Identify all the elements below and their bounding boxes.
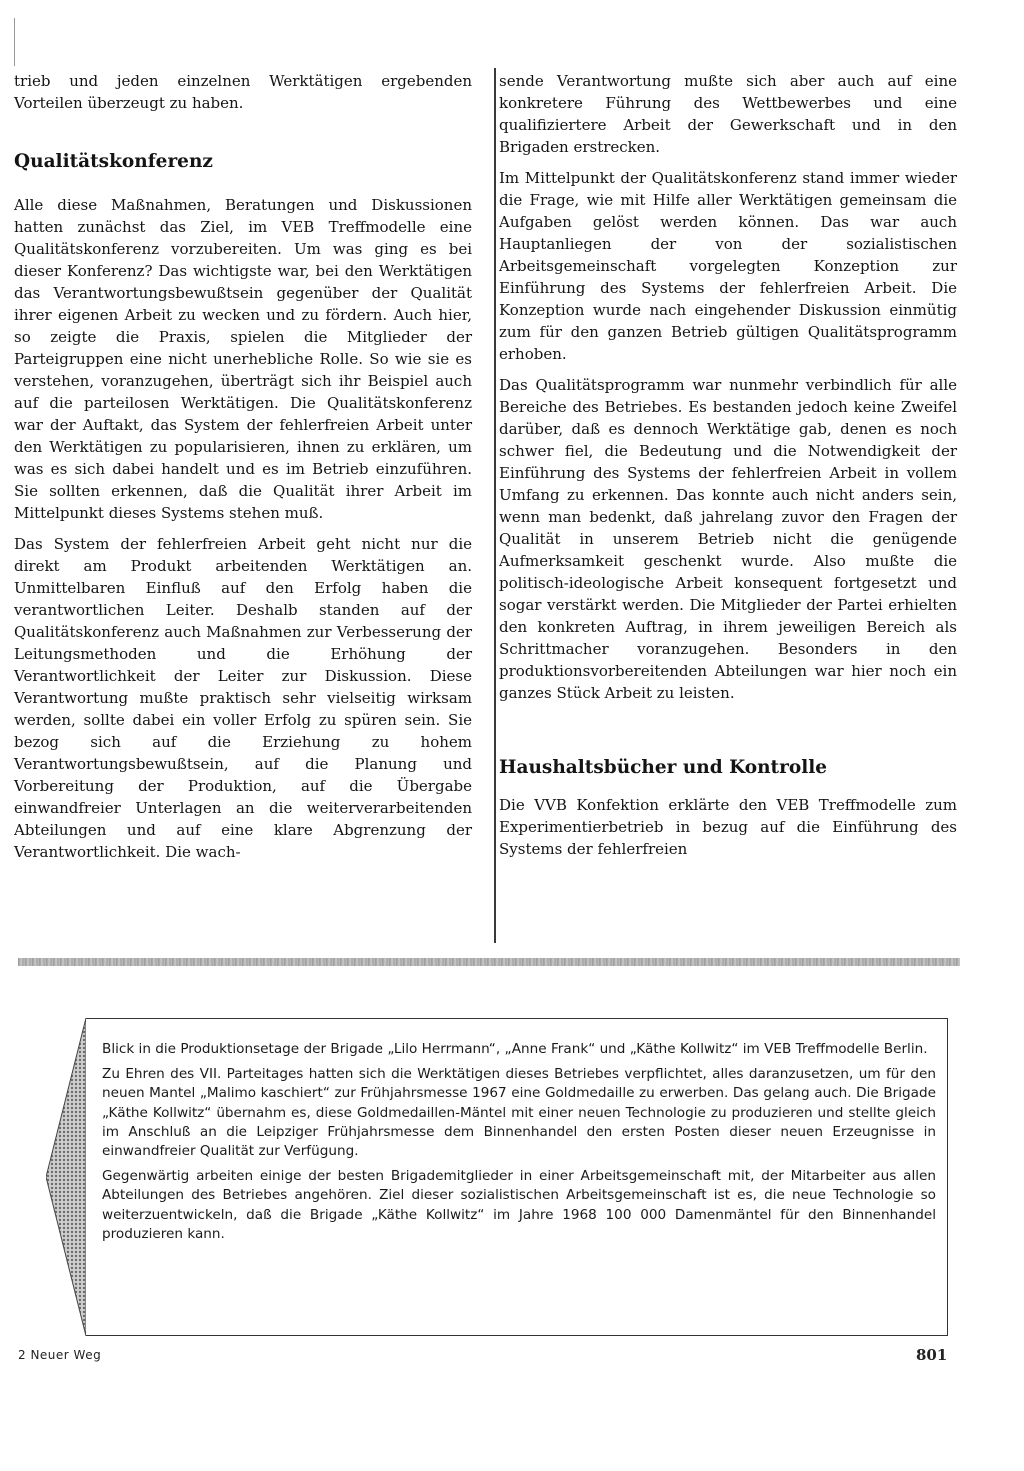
- paragraph: Die VVB Konfektion erklärte den VEB Treffmodelle zum Experimentierbetrieb in bezug auf die Einführung des Systems der fehlerfreien: [499, 796, 957, 858]
- paragraph: Im Mittelpunkt der Qualitätskonferenz stand immer wieder die Frage, wie mit Hilfe aller Werktätigen gemeinsam die Aufgaben gelöst werden können. Das war auch Hauptanliegen der von der sozialistischen Arbeitsgemeinschaft vorgelegten Konzeption zur Einführung des Systems der fehlerfreien Arbeit. Die Konzeption wurde nach eingehender Diskussion einmütig zum für den ganzen Betrieb gültigen Qualitätsprogramm erhoben.: [499, 169, 957, 363]
- arrow-pointer-icon: [46, 1018, 86, 1336]
- caption-text: [102, 1040, 936, 1250]
- scan-edge-mark: [14, 18, 15, 66]
- caption-paragraph: Blick in die Produktionsetage der Brigade „Lilo Herrmann“, „Anne Frank“ und „Käthe Kollwitz“ im VEB Treffmodelle Berlin.: [102, 1041, 928, 1057]
- photo-caption-box: [50, 1018, 948, 1336]
- paragraph-continuation: trieb und jeden einzelnen Werktätigen ergebenden Vorteilen überzeugt zu haben.: [14, 72, 472, 112]
- right-column: [499, 70, 957, 869]
- column-divider: [494, 68, 496, 943]
- caption-paragraph: Zu Ehren des VII. Parteitages hatten sich die Werktätigen dieses Betriebes verpflichtet, alles daranzusetzen, um für den neuen Mantel „Malimo kaschiert“ zur Frühjahrsmesse 1967 eine Goldmedaille zu erwerben. Das gelang auch. Die Brigade „Käthe Kollwitz“ übernahm es, diese Goldmedaillen-Mäntel mit einer neuen Technologie zu produzieren und stellte gleich im Anschluß an die Leipziger Frühjahrsmesse dem Binnenhandel den ersten Posten dieser neuen Erzeugnisse in einwandfreier Qualität zur Verfügung.: [102, 1066, 936, 1160]
- page-number: 801: [916, 1346, 948, 1364]
- article-columns: [14, 70, 960, 950]
- paragraph-continuation: sende Verantwortung mußte sich aber auch auf eine konkretere Führung des Wettbewerbes und eine qualifiziertere Arbeit der Gewerkschaft und in den Brigaden erstrecken.: [499, 72, 957, 156]
- section-heading-qualitaetskonferenz: Qualitätskonferenz: [14, 151, 213, 172]
- paragraph: Das System der fehlerfreien Arbeit geht nicht nur die direkt am Produkt arbeitenden Werktätigen an. Unmittelbaren Einfluß auf den Erfolg haben die verantwortlichen Leiter. Deshalb standen auf der Qualitätskonferenz auch Maßnahmen zur Verbesserung der Leitungsmethoden und die Erhöhung der Verantwortlichkeit der Leiter zur Diskussion. Diese Verantwortung mußte praktisch sehr vielseitig wirksam werden, sollte dabei ein voller Erfolg zu spüren sein. Sie bezog sich auf die Erziehung zu hohem Verantwortungsbewußtsein, auf die Planung und Vorbereitung der Produktion, auf die Übergabe einwandfreier Unterlagen an die weiterverarbeitenden Abteilungen und auf eine klare Abgrenzung der Verantwortlichkeit. Die wach-: [14, 535, 472, 861]
- section-heading-haushaltsbuecher: Haushaltsbücher und Kontrolle: [499, 757, 828, 778]
- left-column: [14, 70, 472, 872]
- signature-mark: 2 Neuer Weg: [18, 1348, 102, 1362]
- photo-edge-strip: [18, 958, 960, 966]
- caption-paragraph: Gegenwärtig arbeiten einige der besten Brigademitglieder in einer Arbeitsgemeinschaft mit, der Mitarbeiter aus allen Abteilungen des Betriebes angehören. Ziel dieser sozialistischen Arbeitsgemeinschaft ist es, die neue Technologie so weiterzuentwickeln, daß die Brigade „Käthe Kollwitz“ im Jahre 1968 100 000 Damenmäntel für den Binnenhandel produzieren kann.: [102, 1168, 936, 1242]
- paragraph: Alle diese Maßnahmen, Beratungen und Diskussionen hatten zunächst das Ziel, im VEB Treffmodelle eine Qualitätskonferenz vorzubereiten. Um was ging es bei dieser Konferenz? Das wichtigste war, bei den Werktätigen das Verantwortungsbewußtsein gegenüber der Qualität ihrer eigenen Arbeit zu wecken und zu fördern. Auch hier, so zeigte die Praxis, spielen die Mitglieder der Parteigruppen eine nicht unerhebliche Rolle. So wie sie es verstehen, voranzugehen, überträgt sich ihr Beispiel auch auf die parteilosen Werktätigen. Die Qualitätskonferenz war der Auftakt, das System der fehlerfreien Arbeit unter den Werktätigen zu popularisieren, ihnen zu erklären, um was es sich dabei handelt und es im Betrieb einzuführen. Sie sollten erkennen, daß die Qualität ihrer Arbeit im Mittelpunkt dieses Systems stehen muß.: [14, 196, 472, 522]
- paragraph: Das Qualitätsprogramm war nunmehr verbindlich für alle Bereiche des Betriebes. Es bestanden jedoch keine Zweifel darüber, daß es dennoch Werktätige gab, denen es noch schwer fiel, die Bedeutung und die Notwendigkeit der Einführung des Systems der fehlerfreien Arbeit in vollem Umfang zu erkennen. Das konnte auch nicht anders sein, wenn man bedenkt, daß jahrelang zuvor den Fragen der Qualität in unserem Betrieb nicht die genügende Aufmerksamkeit geschenkt wurde. Also mußte die politisch-ideologische Arbeit konsequent fortgesetzt und sogar verstärkt werden. Die Mitglieder der Partei erhielten den konkreten Auftrag, in ihrem jeweiligen Bereich als Schrittmacher voranzugehen. Besonders in den produktionsvorbereitenden Abteilungen war hier noch ein ganzes Stück Arbeit zu leisten.: [499, 376, 957, 702]
